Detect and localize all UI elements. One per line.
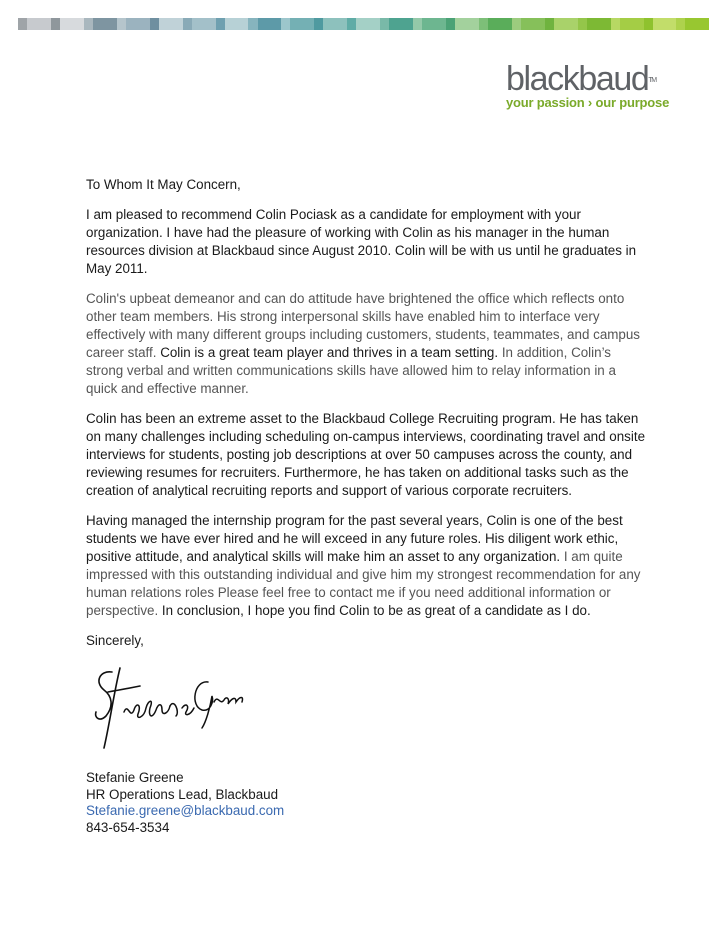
paragraph-2-part-c: In addition, Colin’s strong verbal and written communications skills have allowed him to relay information in a quick and effective manner. xyxy=(86,345,616,396)
stripe-segment xyxy=(676,18,685,30)
signer-title: HR Operations Lead, Blackbaud xyxy=(86,786,279,802)
paragraph-4 xyxy=(86,512,646,620)
stripe-segment xyxy=(323,18,347,30)
header-color-stripe xyxy=(18,18,710,30)
stripe-segment xyxy=(620,18,644,30)
stripe-segment xyxy=(644,18,653,30)
stripe-segment xyxy=(258,18,282,30)
stripe-segment xyxy=(126,18,150,30)
stripe-segment xyxy=(521,18,545,30)
stripe-segment xyxy=(248,18,257,30)
stripe-segment xyxy=(18,18,27,30)
stripe-segment xyxy=(347,18,356,30)
stripe-segment xyxy=(93,18,117,30)
paragraph-1: I am pleased to recommend Colin Pociask as a candidate for employment with your organization. I have had the pleasure of working with Colin as his manager in the human resources division at Blackbaud since August 2010. Colin will be with us until he graduates in May 2011. xyxy=(86,207,637,276)
stripe-segment xyxy=(150,18,159,30)
stripe-segment xyxy=(422,18,446,30)
stripe-segment xyxy=(446,18,455,30)
stripe-segment xyxy=(216,18,225,30)
stripe-segment xyxy=(225,18,249,30)
signature-block xyxy=(86,770,646,836)
stripe-segment xyxy=(611,18,620,30)
paragraph-2-part-b: Colin is a great team player and thrives in a team setting. xyxy=(160,345,499,360)
stripe-segment xyxy=(60,18,84,30)
stripe-segment xyxy=(356,18,380,30)
paragraph-2 xyxy=(86,290,646,398)
stripe-segment xyxy=(685,18,709,30)
logo-wordmark xyxy=(506,62,686,96)
stripe-segment xyxy=(554,18,578,30)
paragraph-4-part-c: In conclusion, I hope you find Colin to be as great of a candidate as I do. xyxy=(158,603,591,618)
stripe-segment xyxy=(192,18,216,30)
stripe-segment xyxy=(479,18,488,30)
stripe-segment xyxy=(51,18,60,30)
paragraph-4-part-b: I am quite impressed with this outstanding individual and give him my strongest recommendation for any human relations roles Please feel free to contact me if you need additional information or perspective. xyxy=(86,549,641,618)
stripe-segment xyxy=(512,18,521,30)
signer-name: Stefanie Greene xyxy=(86,770,184,785)
stripe-segment xyxy=(413,18,422,30)
signer-email-link[interactable]: Stefanie.greene@blackbaud.com xyxy=(86,803,285,818)
stripe-segment xyxy=(380,18,389,30)
blackbaud-logo xyxy=(506,62,686,110)
stripe-segment xyxy=(290,18,314,30)
stripe-segment xyxy=(117,18,126,30)
stripe-segment xyxy=(653,18,677,30)
handwritten-signature xyxy=(90,662,250,752)
logo-brand-text: blackbaud xyxy=(506,60,649,98)
paragraph-2-part-a: Colin's upbeat demeanor and can do attitude have brightened the office which reflects onto other team members. His strong interpersonal skills have enabled him to interface very effectively with many different groups including customers, students, teammates, and campus career staff. xyxy=(86,291,641,360)
paragraph-3: Colin has been an extreme asset to the Blackbaud College Recruiting program. He has taken on many challenges including scheduling on-campus interviews, coordinating travel and onsite interviews for students, posting job descriptions at over 50 campuses across the county, and reviewing resumes for recruiters. Furthermore, he has taken on additional tasks such as the creation of analytical recruiting reports and support of various corporate recruiters. xyxy=(86,411,646,498)
stripe-segment xyxy=(183,18,192,30)
stripe-segment xyxy=(389,18,413,30)
closing: Sincerely, xyxy=(86,633,144,648)
stripe-segment xyxy=(455,18,479,30)
stripe-segment xyxy=(578,18,587,30)
stripe-segment xyxy=(159,18,183,30)
signer-phone: 843-654-3534 xyxy=(86,819,170,835)
stripe-segment xyxy=(281,18,290,30)
stripe-segment xyxy=(488,18,512,30)
salutation: To Whom It May Concern, xyxy=(86,177,241,192)
letter-body xyxy=(86,176,646,836)
stripe-segment xyxy=(587,18,611,30)
stripe-segment xyxy=(545,18,554,30)
stripe-segment xyxy=(84,18,93,30)
paragraph-4-part-a: Having managed the internship program for the past several years, Colin is one of the best students we have ever hired and he will exceed in any future roles. His diligent work ethic, positive attitude, and analytical skills will make him an asset to any organization. xyxy=(86,513,623,564)
stripe-segment xyxy=(314,18,323,30)
stripe-segment xyxy=(27,18,51,30)
logo-trademark: TM xyxy=(648,77,656,84)
logo-tagline: your passion › our purpose xyxy=(506,95,670,110)
